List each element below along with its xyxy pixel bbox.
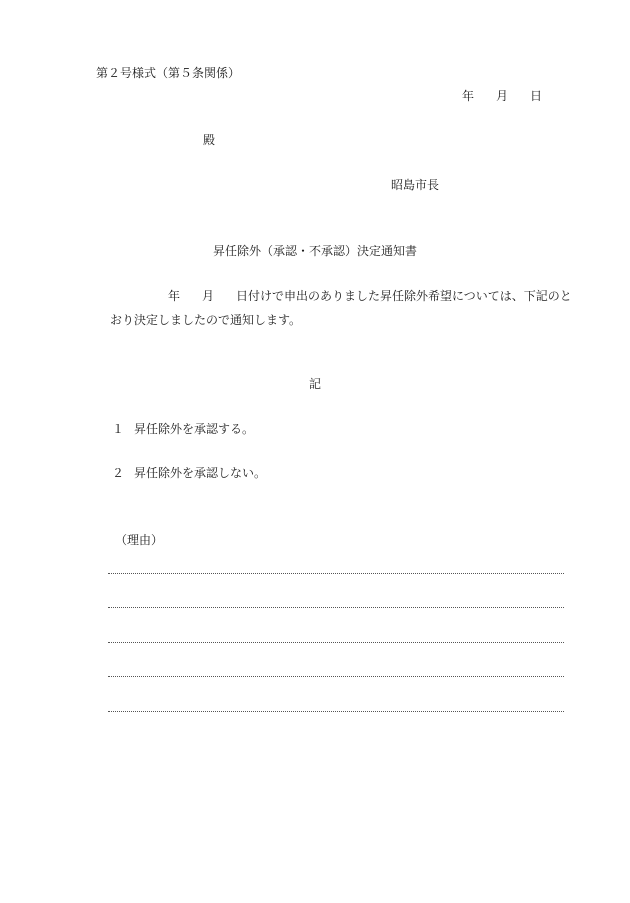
addressee: 殿 bbox=[203, 133, 216, 147]
form-number: 第２号様式（第５条関係） bbox=[96, 66, 241, 80]
body-line-2: おり決定しましたので通知します。 bbox=[110, 313, 302, 327]
reason-label: （理由） bbox=[115, 533, 164, 547]
issuer: 昭島市長 bbox=[391, 178, 440, 192]
body-month: 月 bbox=[202, 289, 215, 303]
date-month: 月 bbox=[496, 89, 509, 103]
body-line-1 bbox=[168, 289, 572, 303]
reason-line bbox=[108, 711, 564, 712]
reason-line bbox=[108, 607, 564, 608]
reason-line bbox=[108, 642, 564, 643]
ki-heading: 記 bbox=[308, 377, 321, 391]
item-disapprove bbox=[112, 466, 266, 480]
reason-line bbox=[108, 676, 564, 677]
item-text: 昇任除外を承認する。 bbox=[134, 422, 255, 436]
date-line bbox=[462, 89, 542, 103]
body-line1-text: 日付けで申出のありました昇任除外希望については、下記のと bbox=[236, 289, 572, 303]
document-title: 昇任除外（承認・不承認）決定通知書 bbox=[212, 244, 417, 258]
item-text: 昇任除外を承認しない。 bbox=[134, 466, 267, 480]
reason-line bbox=[108, 573, 564, 574]
item-number: ２ bbox=[112, 466, 125, 480]
date-day: 日 bbox=[530, 89, 543, 103]
date-year: 年 bbox=[462, 89, 475, 103]
item-approve bbox=[112, 422, 254, 436]
body-year: 年 bbox=[168, 289, 181, 303]
item-number: １ bbox=[112, 422, 125, 436]
